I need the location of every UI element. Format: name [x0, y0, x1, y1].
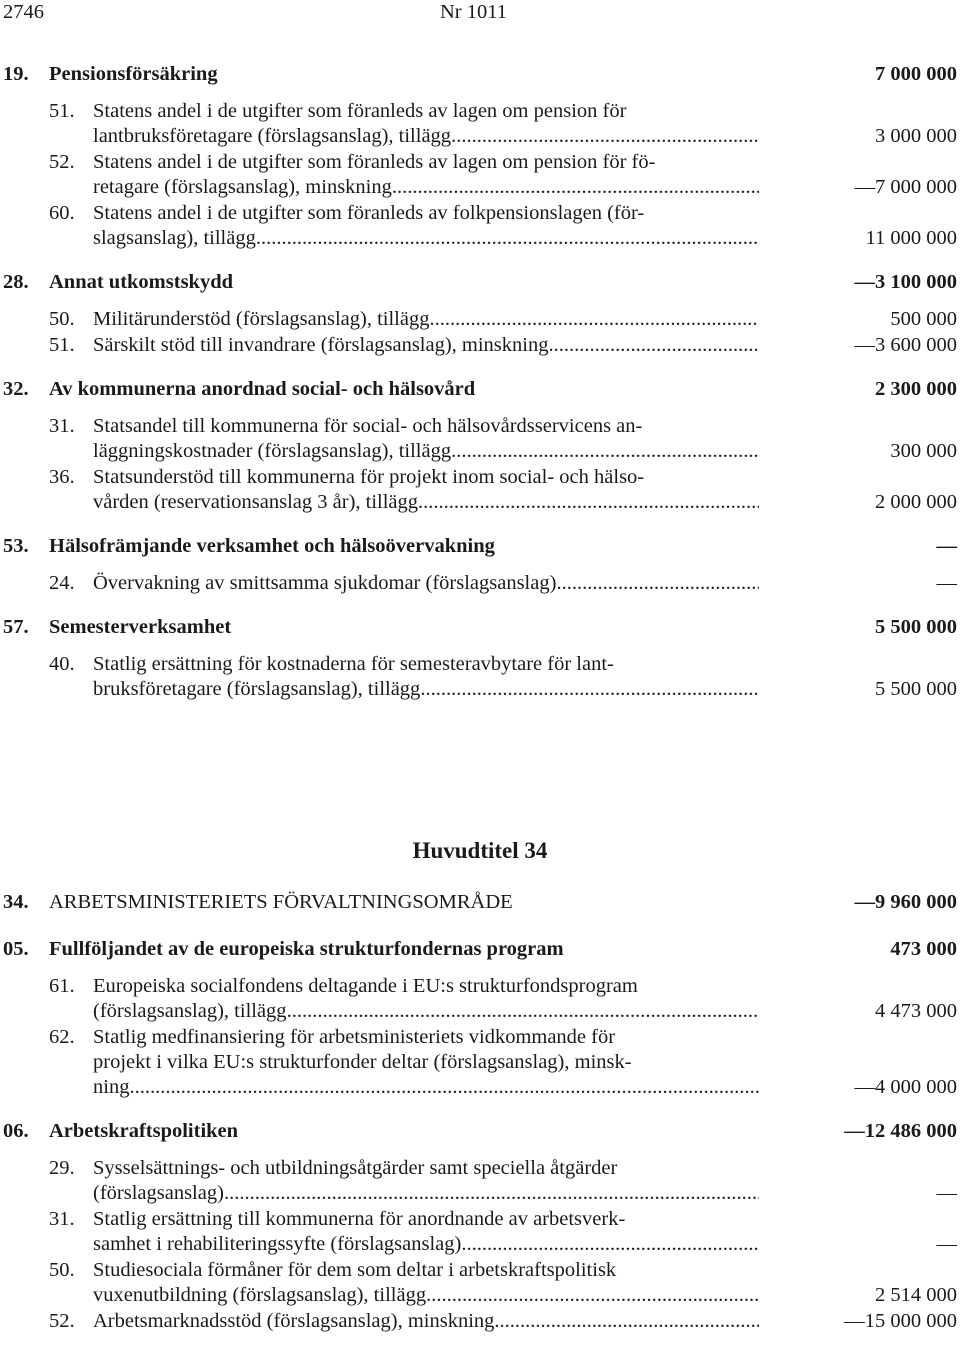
- item-text-last-line: [93, 333, 759, 358]
- item-text-line: Statens andel i de utgifter som föranleds av lagen om pension för fö-: [93, 151, 656, 173]
- item-amount: —: [936, 1233, 957, 1255]
- item-number: 40.: [49, 653, 75, 675]
- dot-leader: [426, 1283, 759, 1308]
- dot-leader: [418, 490, 759, 515]
- item-amount: —: [936, 572, 957, 594]
- item-text: [93, 1309, 759, 1334]
- item-text: [93, 414, 759, 464]
- item-text-line: Europeiska socialfondens deltagande i EU:s strukturfondsprogram: [93, 975, 638, 997]
- main-title: Huvudtitel 34: [412, 838, 548, 863]
- item-number: 29.: [49, 1157, 75, 1179]
- item-text-last: slagsanslag), tillägg: [93, 227, 256, 249]
- item-amount: —3 600 000: [854, 334, 957, 356]
- item-text-line: projekt i vilka EU:s strukturfonder deltar (förslagsanslag), minsk-: [93, 1051, 632, 1073]
- item-number: 52.: [49, 1310, 75, 1332]
- item-number: 24.: [49, 572, 75, 594]
- section-amount: —12 486 000: [844, 1120, 957, 1142]
- budget-item: [0, 201, 960, 251]
- item-number: 36.: [49, 466, 75, 488]
- budget-section-upper: [0, 60, 960, 703]
- budget-item: [0, 307, 960, 332]
- dot-leader: [256, 226, 759, 251]
- dot-leader: [129, 1075, 759, 1100]
- ministry-amount: —9 960 000: [854, 891, 957, 913]
- item-amount: 5 500 000: [875, 678, 957, 700]
- budget-item: [0, 150, 960, 200]
- budget-item: [0, 1156, 960, 1206]
- item-amount: 2 000 000: [875, 491, 957, 513]
- item-text-line: Statsandel till kommunerna för social- och hälsovårdsservicens an-: [93, 415, 643, 437]
- ministry-number: 34.: [3, 891, 29, 913]
- item-number: 31.: [49, 415, 75, 437]
- page-number: 2746: [3, 1, 44, 23]
- section-num: 19.: [3, 63, 29, 85]
- ministry-heading: [0, 888, 960, 918]
- item-amount: 3 000 000: [875, 125, 957, 147]
- item-amount: 500 000: [890, 308, 957, 330]
- item-text-last: Arbetsmarknadsstöd (förslagsanslag), minskning: [93, 1310, 495, 1332]
- item-text: [93, 333, 759, 358]
- item-amount: —7 000 000: [854, 176, 957, 198]
- section-title: Semesterverksamhet: [49, 616, 232, 638]
- item-text: [93, 307, 759, 332]
- budget-item: [0, 1025, 960, 1100]
- dot-leader: [429, 307, 759, 332]
- item-text-last-line: [93, 175, 759, 200]
- section-heading: [0, 935, 960, 965]
- item-text: [93, 465, 759, 515]
- section-heading: [0, 532, 960, 562]
- item-number: 60.: [49, 202, 75, 224]
- page-header: [0, 0, 960, 30]
- item-text: [93, 1258, 759, 1308]
- item-text: [93, 150, 759, 200]
- item-number: 61.: [49, 975, 75, 997]
- item-text-last: Särskilt stöd till invandrare (förslagsanslag), minskning: [93, 334, 549, 356]
- item-text-last: (förslagsanslag), tillägg: [93, 1000, 287, 1022]
- dot-leader: [548, 333, 759, 358]
- item-text-line: Statens andel i de utgifter som föranleds av folkpensionslagen (för-: [93, 202, 645, 224]
- section-amount: 473 000: [890, 938, 957, 960]
- budget-item: [0, 974, 960, 1024]
- item-text-last-line: [93, 677, 759, 702]
- budget-item: [0, 1258, 960, 1308]
- item-text-last-line: [93, 1181, 759, 1206]
- item-text-last-line: [93, 490, 759, 515]
- section-num: 57.: [3, 616, 29, 638]
- section-amount: 2 300 000: [875, 378, 957, 400]
- dot-leader: [451, 439, 759, 464]
- item-amount: —: [936, 1182, 957, 1204]
- item-text: [93, 652, 759, 702]
- dot-leader: [224, 1181, 759, 1206]
- item-text: [93, 1156, 759, 1206]
- section-num: 06.: [3, 1120, 29, 1142]
- section-num: 53.: [3, 535, 29, 557]
- section-title: Hälsofrämjande verksamhet och hälsoövervakning: [49, 535, 495, 557]
- budget-item: [0, 652, 960, 702]
- section-title: Annat utkomstskydd: [49, 271, 233, 293]
- item-text: [93, 201, 759, 251]
- section-title: Pensionsförsäkring: [49, 63, 218, 85]
- item-number: 50.: [49, 1259, 75, 1281]
- section-heading: [0, 60, 960, 90]
- section-amount: 7 000 000: [875, 63, 957, 85]
- item-text-last-line: [93, 1283, 759, 1308]
- item-text-last: samhet i rehabiliteringssyfte (förslagsanslag): [93, 1233, 462, 1255]
- ministry-title: ARBETSMINISTERIETS FÖRVALTNINGSOMRÅDE: [49, 891, 513, 913]
- item-text: [93, 1025, 759, 1100]
- item-text-last: Övervakning av smittsamma sjukdomar (förslagsanslag): [93, 572, 557, 594]
- dot-leader: [451, 124, 759, 149]
- item-number: 52.: [49, 151, 75, 173]
- dot-leader: [287, 999, 759, 1024]
- item-text-last-line: [93, 1075, 759, 1100]
- item-text: [93, 571, 759, 596]
- item-text-last: lantbruksföretagare (förslagsanslag), tillägg: [93, 125, 452, 147]
- item-text: [93, 1207, 759, 1257]
- item-text-line: Statlig ersättning för kostnaderna för semesteravbytare för lant-: [93, 653, 614, 675]
- section-title: Fullföljandet av de europeiska strukturfondernas program: [49, 938, 564, 960]
- item-text-line: Statlig ersättning till kommunerna för anordnande av arbetsverk-: [93, 1208, 626, 1230]
- item-number: 51.: [49, 100, 75, 122]
- budget-section-lower: [0, 888, 960, 1335]
- item-text-last: bruksföretagare (förslagsanslag), tillägg: [93, 678, 421, 700]
- section-amount: —3 100 000: [854, 271, 957, 293]
- section-heading: [0, 268, 960, 298]
- item-text-line: Statlig medfinansiering för arbetsministeriets vidkommande för: [93, 1026, 616, 1048]
- document-number: Nr 1011: [440, 1, 507, 23]
- item-text-last-line: [93, 1309, 759, 1334]
- item-text-last-line: [93, 439, 759, 464]
- item-text-last: vården (reservationsanslag 3 år), tillägg: [93, 491, 419, 513]
- dot-leader: [420, 677, 759, 702]
- item-text-last: läggningskostnader (förslagsanslag), tillägg: [93, 440, 452, 462]
- item-text: [93, 99, 759, 149]
- section-heading: [0, 613, 960, 643]
- item-text-last: (förslagsanslag): [93, 1182, 224, 1204]
- item-number: 51.: [49, 334, 75, 356]
- dot-leader: [556, 571, 759, 596]
- item-text-last-line: [93, 999, 759, 1024]
- budget-item: [0, 571, 960, 596]
- section-title: Arbetskraftspolitiken: [49, 1120, 239, 1142]
- section-title: Av kommunerna anordnad social- och hälsovård: [49, 378, 476, 400]
- section-heading: [0, 375, 960, 405]
- budget-item: [0, 465, 960, 515]
- ministry-sections: [0, 935, 960, 1334]
- dot-leader: [494, 1309, 759, 1334]
- item-amount: 300 000: [890, 440, 957, 462]
- item-text-last-line: [93, 1232, 759, 1257]
- section-heading: [0, 1117, 960, 1147]
- budget-item: [0, 414, 960, 464]
- item-amount: —4 000 000: [854, 1076, 957, 1098]
- budget-item: [0, 333, 960, 358]
- item-text-last-line: [93, 124, 759, 149]
- item-amount: 11 000 000: [865, 227, 957, 249]
- item-text-last-line: [93, 307, 759, 332]
- section-amount: 5 500 000: [875, 616, 957, 638]
- item-text-line: Statens andel i de utgifter som föranleds av lagen om pension för: [93, 100, 627, 122]
- section-num: 32.: [3, 378, 29, 400]
- item-number: 62.: [49, 1026, 75, 1048]
- item-text-last-line: [93, 571, 759, 596]
- item-text-last: retagare (förslagsanslag), minskning: [93, 176, 392, 198]
- item-amount: 4 473 000: [875, 1000, 957, 1022]
- section-num: 05.: [3, 938, 29, 960]
- dot-leader: [461, 1232, 759, 1257]
- budget-item: [0, 99, 960, 149]
- item-text: [93, 974, 759, 1024]
- section-amount: —: [936, 535, 957, 557]
- dot-leader: [392, 175, 759, 200]
- budget-item: [0, 1207, 960, 1257]
- item-text-last: vuxenutbildning (förslagsanslag), tillägg: [93, 1284, 427, 1306]
- item-number: 50.: [49, 308, 75, 330]
- item-text-last: Militärunderstöd (förslagsanslag), tillägg: [93, 308, 430, 330]
- item-text-last: ning: [93, 1076, 130, 1098]
- item-amount: —15 000 000: [844, 1310, 957, 1332]
- item-text-last-line: [93, 226, 759, 251]
- budget-item: [0, 1309, 960, 1334]
- item-number: 31.: [49, 1208, 75, 1230]
- section-num: 28.: [3, 271, 29, 293]
- item-amount: 2 514 000: [875, 1284, 957, 1306]
- item-text-line: Statsunderstöd till kommunerna för projekt inom social- och hälso-: [93, 466, 645, 488]
- item-text-line: Sysselsättnings- och utbildningsåtgärder samt speciella åtgärder: [93, 1157, 618, 1179]
- item-text-line: Studiesociala förmåner för dem som deltar i arbetskraftspolitisk: [93, 1259, 617, 1281]
